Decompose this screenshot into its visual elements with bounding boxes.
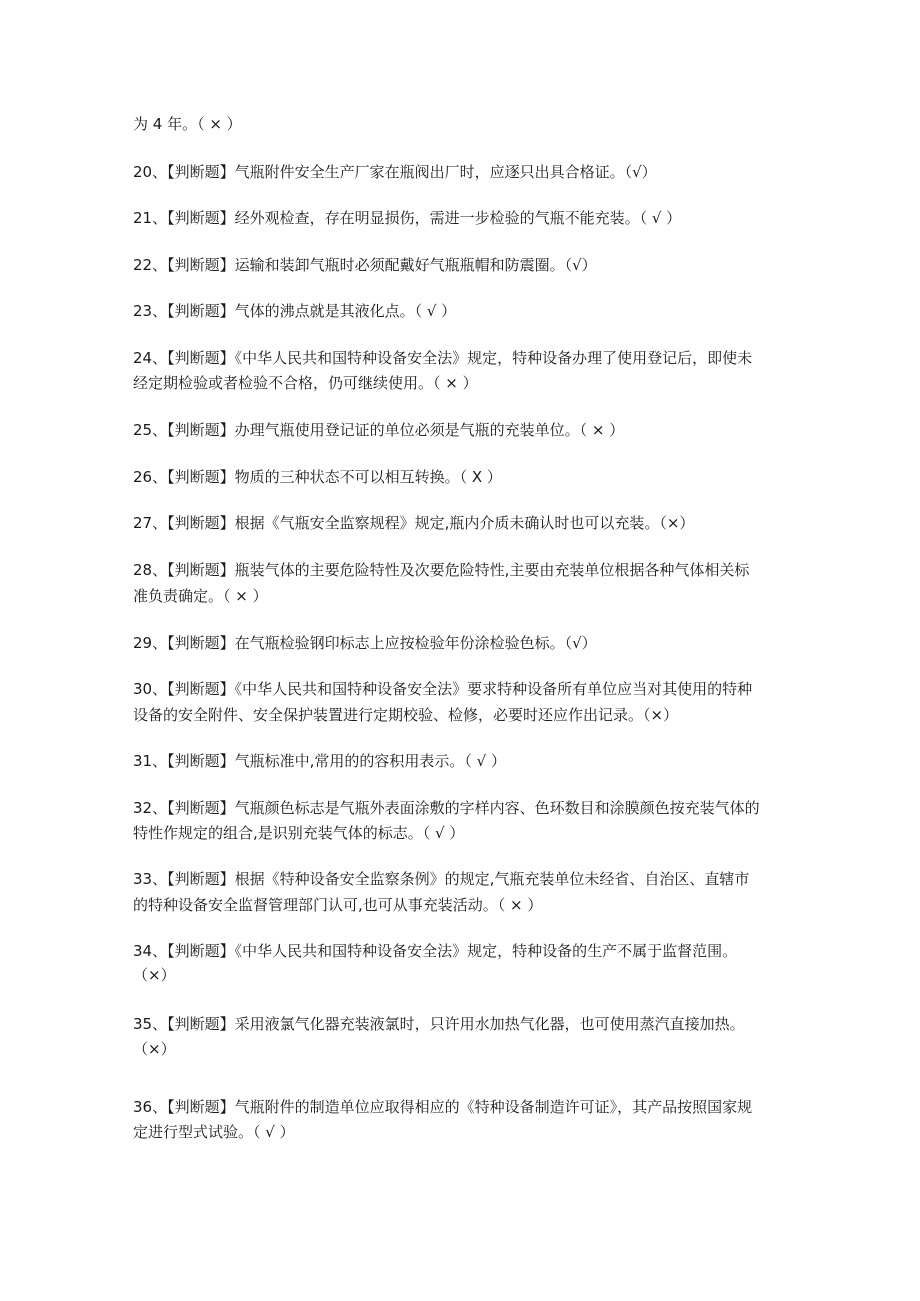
question-34-continuation: （×） xyxy=(133,966,176,984)
question-33: 33、【判断题】根据《特种设备安全监察条例》的规定,气瓶充装单位未经省、自治区、直辖市 xyxy=(133,870,750,888)
question-24-continuation: 经定期检验或者检验不合格，仍可继续使用。（ × ） xyxy=(133,374,478,392)
question-35-continuation: （×） xyxy=(133,1040,176,1058)
question-32-continuation: 特性作规定的组合,是识别充装气体的标志。（ √ ） xyxy=(133,824,465,842)
answer-continuation-19: 为 4 年。（ × ） xyxy=(133,115,242,133)
question-25: 25、【判断题】办理气瓶使用登记证的单位必须是气瓶的充装单位。（ × ） xyxy=(133,421,625,439)
question-21: 21、【判断题】经外观检查，存在明显损伤，需进一步检验的气瓶不能充装。（ √ ） xyxy=(133,209,682,227)
question-24: 24、【判断题】《中华人民共和国特种设备安全法》规定，特种设备办理了使用登记后，即使未 xyxy=(133,349,753,367)
question-36-continuation: 定进行型式试验。（ √ ） xyxy=(133,1123,295,1141)
question-26: 26、【判断题】物质的三种状态不可以相互转换。（ X ） xyxy=(133,468,502,486)
question-29: 29、【判断题】在气瓶检验钢印标志上应按检验年份涂检验色标。（√） xyxy=(133,634,597,652)
question-28-continuation: 准负责确定。（ × ） xyxy=(133,587,268,605)
question-27: 27、【判断题】根据《气瓶安全监察规程》规定,瓶内介质未确认时也可以充装。（×） xyxy=(133,514,695,532)
question-35: 35、【判断题】采用液氯气化器充装液氯时，只许用水加热气化器，也可使用蒸汽直接加热。 xyxy=(133,1015,745,1033)
question-36: 36、【判断题】气瓶附件的制造单位应取得相应的《特种设备制造许可证》，其产品按照国家规 xyxy=(133,1098,753,1116)
question-28: 28、【判断题】瓶装气体的主要危险特性及次要危险特性,主要由充装单位根据各种气体相关标 xyxy=(133,561,750,579)
question-33-continuation: 的特种设备安全监督管理部门认可,也可从事充装活动。（ × ） xyxy=(133,896,543,914)
question-34: 34、【判断题】《中华人民共和国特种设备安全法》规定，特种设备的生产不属于监督范围。 xyxy=(133,942,738,960)
question-32: 32、【判断题】气瓶颜色标志是气瓶外表面涂敷的字样内容、色环数目和涂膜颜色按充装气体的 xyxy=(133,799,760,817)
question-23: 23、【判断题】气体的沸点就是其液化点。（ √ ） xyxy=(133,302,457,320)
question-20: 20、【判断题】气瓶附件安全生产厂家在瓶阀出厂时，应逐只出具合格证。（√） xyxy=(133,163,657,181)
question-22: 22、【判断题】运输和装卸气瓶时必须配戴好气瓶瓶帽和防震圈。（√） xyxy=(133,256,597,274)
question-30: 30、【判断题】《中华人民共和国特种设备安全法》要求特种设备所有单位应当对其使用的特种 xyxy=(133,680,753,698)
question-30-continuation: 设备的安全附件、安全保护装置进行定期校验、检修，必要时还应作出记录。（×） xyxy=(133,706,679,724)
question-31: 31、【判断题】气瓶标准中,常用的的容积用表示。（ √ ） xyxy=(133,752,506,770)
